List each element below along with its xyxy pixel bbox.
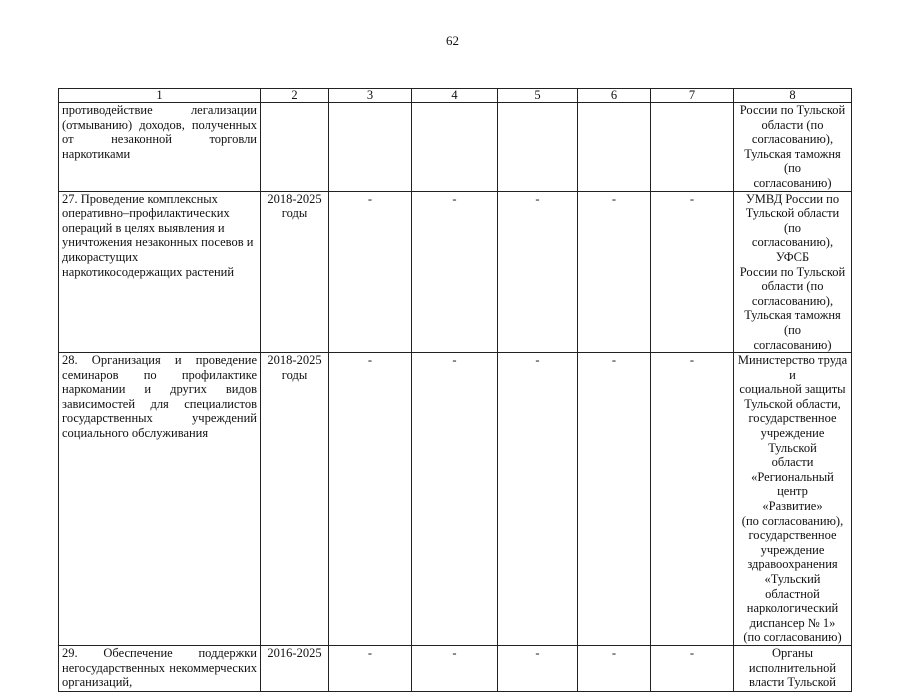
column-header-8: 8 — [734, 89, 852, 103]
executor-line: учреждение — [760, 542, 825, 557]
executors-cell — [734, 103, 852, 192]
executor-line: области (по — [761, 117, 824, 132]
executor-line: Тульская таможня (по — [744, 308, 841, 337]
value-cell-7: - — [651, 353, 734, 646]
period-line: 2016-2025 — [267, 645, 322, 660]
value-cell-5: - — [498, 191, 578, 353]
column-header-2: 2 — [261, 89, 329, 103]
table-row — [59, 191, 852, 353]
executor-line: согласованию), — [751, 132, 834, 147]
executor-line: (по согласованию), — [741, 513, 844, 528]
value-cell-4 — [412, 103, 498, 192]
value-cell-7: - — [651, 645, 734, 691]
executor-line: согласованию) — [753, 175, 832, 190]
value-cell-3 — [329, 103, 412, 192]
executor-line: области (по — [761, 279, 824, 294]
executor-line: власти Тульской — [749, 675, 836, 690]
executor-line: Тульская таможня (по — [744, 146, 841, 176]
executor-line: диспансер № 1» — [749, 615, 836, 630]
executor-line: учреждение Тульской — [760, 426, 825, 455]
value-cell-6 — [578, 103, 651, 192]
executor-line: «Развитие» — [762, 499, 823, 514]
value-cell-4: - — [412, 645, 498, 691]
value-cell-6: - — [578, 191, 651, 353]
period-cell — [261, 103, 329, 192]
executor-line: Тульской области, — [744, 396, 841, 411]
executor-line: Органы — [771, 645, 814, 660]
measures-table — [58, 88, 852, 692]
executor-line: Тульской области (по — [745, 206, 840, 235]
event-cell — [59, 191, 261, 353]
executor-line: России по Тульской — [739, 264, 846, 279]
executor-line: (по согласованию) — [743, 630, 842, 645]
table-row — [59, 353, 852, 646]
executor-line: социальной защиты — [739, 382, 846, 397]
period-line: годы — [281, 206, 308, 221]
executors-cell — [734, 191, 852, 353]
event-cell — [59, 645, 261, 691]
event-text: 27. Проведение комплексных оперативно–профилактических операций в целях выявления и уничтожения незаконных посевов и дикорастущих наркотикосодержащих растений — [62, 191, 254, 279]
executor-line: согласованию), — [751, 293, 834, 308]
period-cell — [261, 353, 329, 646]
executor-line: области — [771, 455, 814, 470]
header-row — [59, 89, 852, 103]
period-cell — [261, 645, 329, 691]
event-cell — [59, 103, 261, 192]
column-header-4: 4 — [412, 89, 498, 103]
event-text: противодействие легализации (отмыванию) доходов, полученных от незаконной торговли наркотиками — [62, 103, 257, 161]
period-line: 2018-2025 — [267, 353, 322, 368]
value-cell-5 — [498, 103, 578, 192]
value-cell-3: - — [329, 353, 412, 646]
column-header-7: 7 — [651, 89, 734, 103]
value-cell-6: - — [578, 645, 651, 691]
period-line: годы — [281, 367, 308, 382]
value-cell-5: - — [498, 645, 578, 691]
event-text: 28. Организация и проведение семинаров по профилактике наркомании и других видов зависимостей для специалистов государственных учреждений социального обслуживания — [62, 353, 257, 441]
period-cell — [261, 191, 329, 353]
executor-line: государственное — [748, 411, 837, 426]
event-cell — [59, 353, 261, 646]
executor-line: России по Тульской — [739, 103, 846, 117]
column-header-6: 6 — [578, 89, 651, 103]
column-header-1: 1 — [59, 89, 261, 103]
value-cell-5: - — [498, 353, 578, 646]
value-cell-3: - — [329, 191, 412, 353]
executors-cell — [734, 353, 852, 646]
executor-line: Министерство труда и — [737, 353, 848, 382]
value-cell-4: - — [412, 353, 498, 646]
executor-line: согласованию), УФСБ — [751, 235, 834, 264]
event-text: 29. Обеспечение поддержки негосударственных некоммерческих организаций, — [62, 645, 257, 690]
executor-line: УМВД России по — [745, 191, 840, 206]
executor-line: наркологический — [746, 601, 839, 616]
executor-line: здравоохранения — [747, 557, 838, 572]
column-header-5: 5 — [498, 89, 578, 103]
executor-line: исполнительной — [748, 660, 837, 675]
value-cell-7 — [651, 103, 734, 192]
period-line: 2018-2025 — [267, 191, 322, 206]
executor-line: «Региональный центр — [751, 469, 834, 499]
column-header-3: 3 — [329, 89, 412, 103]
table-row — [59, 103, 852, 192]
value-cell-4: - — [412, 191, 498, 353]
value-cell-6: - — [578, 353, 651, 646]
executor-line: государственное — [748, 528, 837, 543]
executors-cell — [734, 645, 852, 691]
table-row — [59, 645, 852, 691]
value-cell-3: - — [329, 645, 412, 691]
executor-line: «Тульский областной — [764, 572, 821, 601]
executor-line: согласованию) — [753, 337, 832, 352]
value-cell-7: - — [651, 191, 734, 353]
page-number: 62 — [446, 33, 459, 48]
